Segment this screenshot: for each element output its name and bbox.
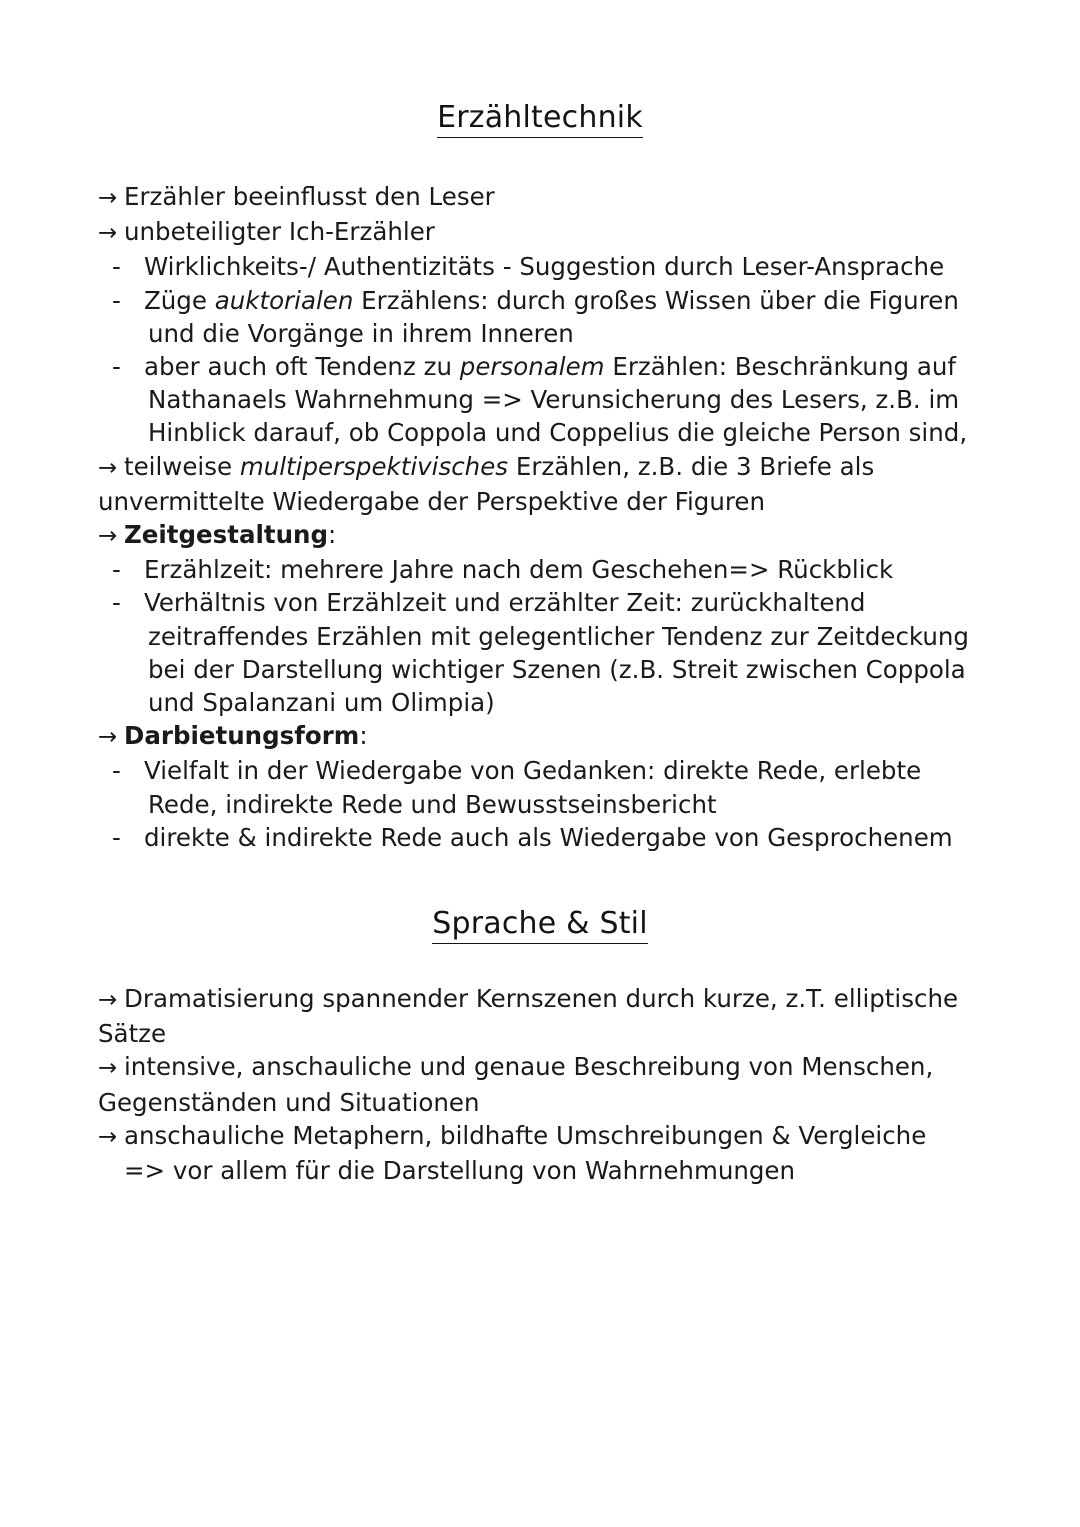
arrow-bullet-icon: → xyxy=(98,1055,118,1082)
list-item xyxy=(98,1050,988,1118)
list-item-subheading xyxy=(98,719,988,754)
list-item-text: Erzähler beeinflusst den Leser xyxy=(124,182,495,211)
list-item-subheading xyxy=(98,518,988,553)
list-item xyxy=(98,350,988,450)
subheading-colon: : xyxy=(328,520,337,550)
dash-bullet-icon: - xyxy=(112,588,121,618)
arrow-bullet-icon: → xyxy=(98,1123,118,1150)
list-item xyxy=(98,754,988,820)
list-item-text: teilweise multiperspektivisches Erzählen, z.B. die 3 Briefe als unvermittelte Wiedergabe der Perspektive der Figuren xyxy=(98,451,875,516)
section-heading-erzaehltechnik xyxy=(0,100,1080,135)
list-item-text: Verhältnis von Erzählzeit und erzählter Zeit: zurückhaltend zeitraffendes Erzählen mit gelegentlicher Tendenz zur Zeitdeckung bei der Darstellung wichtiger Szenen (z.B. Streit zwischen Coppola und Spalanzani um Olimpia) xyxy=(144,588,969,718)
section-body-erzaehltechnik xyxy=(98,180,988,854)
list-item xyxy=(98,553,988,586)
list-item-text: anschauliche Metaphern, bildhafte Umschreibungen & Vergleiche xyxy=(124,1120,927,1150)
list-item xyxy=(98,250,988,283)
list-item xyxy=(98,284,988,350)
arrow-bullet-icon: → xyxy=(98,454,118,481)
dash-bullet-icon: - xyxy=(112,285,121,315)
list-item xyxy=(98,450,988,518)
section-heading-text: Erzähltechnik xyxy=(437,100,643,138)
subheading-colon: : xyxy=(359,721,368,751)
subheading-darbietungsform: Darbietungsform xyxy=(124,721,360,751)
dash-bullet-icon: - xyxy=(112,822,121,852)
list-item xyxy=(98,982,988,1050)
list-item xyxy=(98,1119,988,1154)
dash-bullet-icon: - xyxy=(112,352,121,382)
list-item-continuation xyxy=(98,1154,988,1187)
list-item-text: Vielfalt in der Wiedergabe von Gedanken: direkte Rede, erlebte Rede, indirekte Rede und Bewusstseinsbericht xyxy=(144,756,922,819)
emphasis-multiperspektivisches: multiperspektivisches xyxy=(239,451,509,481)
list-item-text: aber auch oft Tendenz zu personalem Erzählen: Beschränkung auf Nathanaels Wahrnehmung => Verunsicherung des Lesers, z.B. im Hinblick darauf, ob Coppola und Coppelius die gleiche Person sind, xyxy=(144,352,968,448)
subheading-zeitgestaltung: Zeitgestaltung xyxy=(124,520,329,550)
list-item-text: Züge auktorialen Erzählens: durch großes Wissen über die Figuren und die Vorgänge in ihrem Inneren xyxy=(144,285,959,348)
list-item-text: Dramatisierung spannender Kernszenen durch kurze, z.T. elliptische Sätze xyxy=(98,984,959,1049)
list-item-text: unbeteiligter Ich-Erzähler xyxy=(124,217,435,247)
arrow-bullet-icon: → xyxy=(98,523,118,550)
list-item-text: Wirklichkeits-/ Authentizitäts - Suggestion durch Leser-Ansprache xyxy=(144,252,945,282)
list-item xyxy=(98,821,988,854)
list-item xyxy=(98,215,988,250)
section-heading-sprache-stil xyxy=(0,906,1080,941)
emphasis-personalem: personalem xyxy=(459,352,605,382)
list-item xyxy=(98,180,988,215)
emphasis-auktorialen: auktorialen xyxy=(214,285,354,315)
dash-bullet-icon: - xyxy=(112,756,121,786)
section-heading-text: Sprache & Stil xyxy=(432,906,648,944)
arrow-bullet-icon: → xyxy=(98,220,118,247)
arrow-bullet-icon: → xyxy=(98,987,118,1013)
list-item-text: Erzählzeit: mehrere Jahre nach dem Geschehen=> Rückblick xyxy=(144,555,894,585)
dash-bullet-icon: - xyxy=(112,555,121,585)
arrow-bullet-icon: → xyxy=(98,185,118,211)
dash-bullet-icon: - xyxy=(112,252,121,282)
list-item xyxy=(98,586,988,719)
list-item-text: => vor allem für die Darstellung von Wahrnehmungen xyxy=(124,1156,796,1186)
arrow-bullet-icon: → xyxy=(98,724,118,751)
list-item-text: direkte & indirekte Rede auch als Wiedergabe von Gesprochenem xyxy=(144,822,953,852)
list-item-text: intensive, anschauliche und genaue Beschreibung von Menschen, Gegenständen und Situationen xyxy=(98,1052,934,1117)
section-body-sprache-stil xyxy=(98,982,988,1187)
